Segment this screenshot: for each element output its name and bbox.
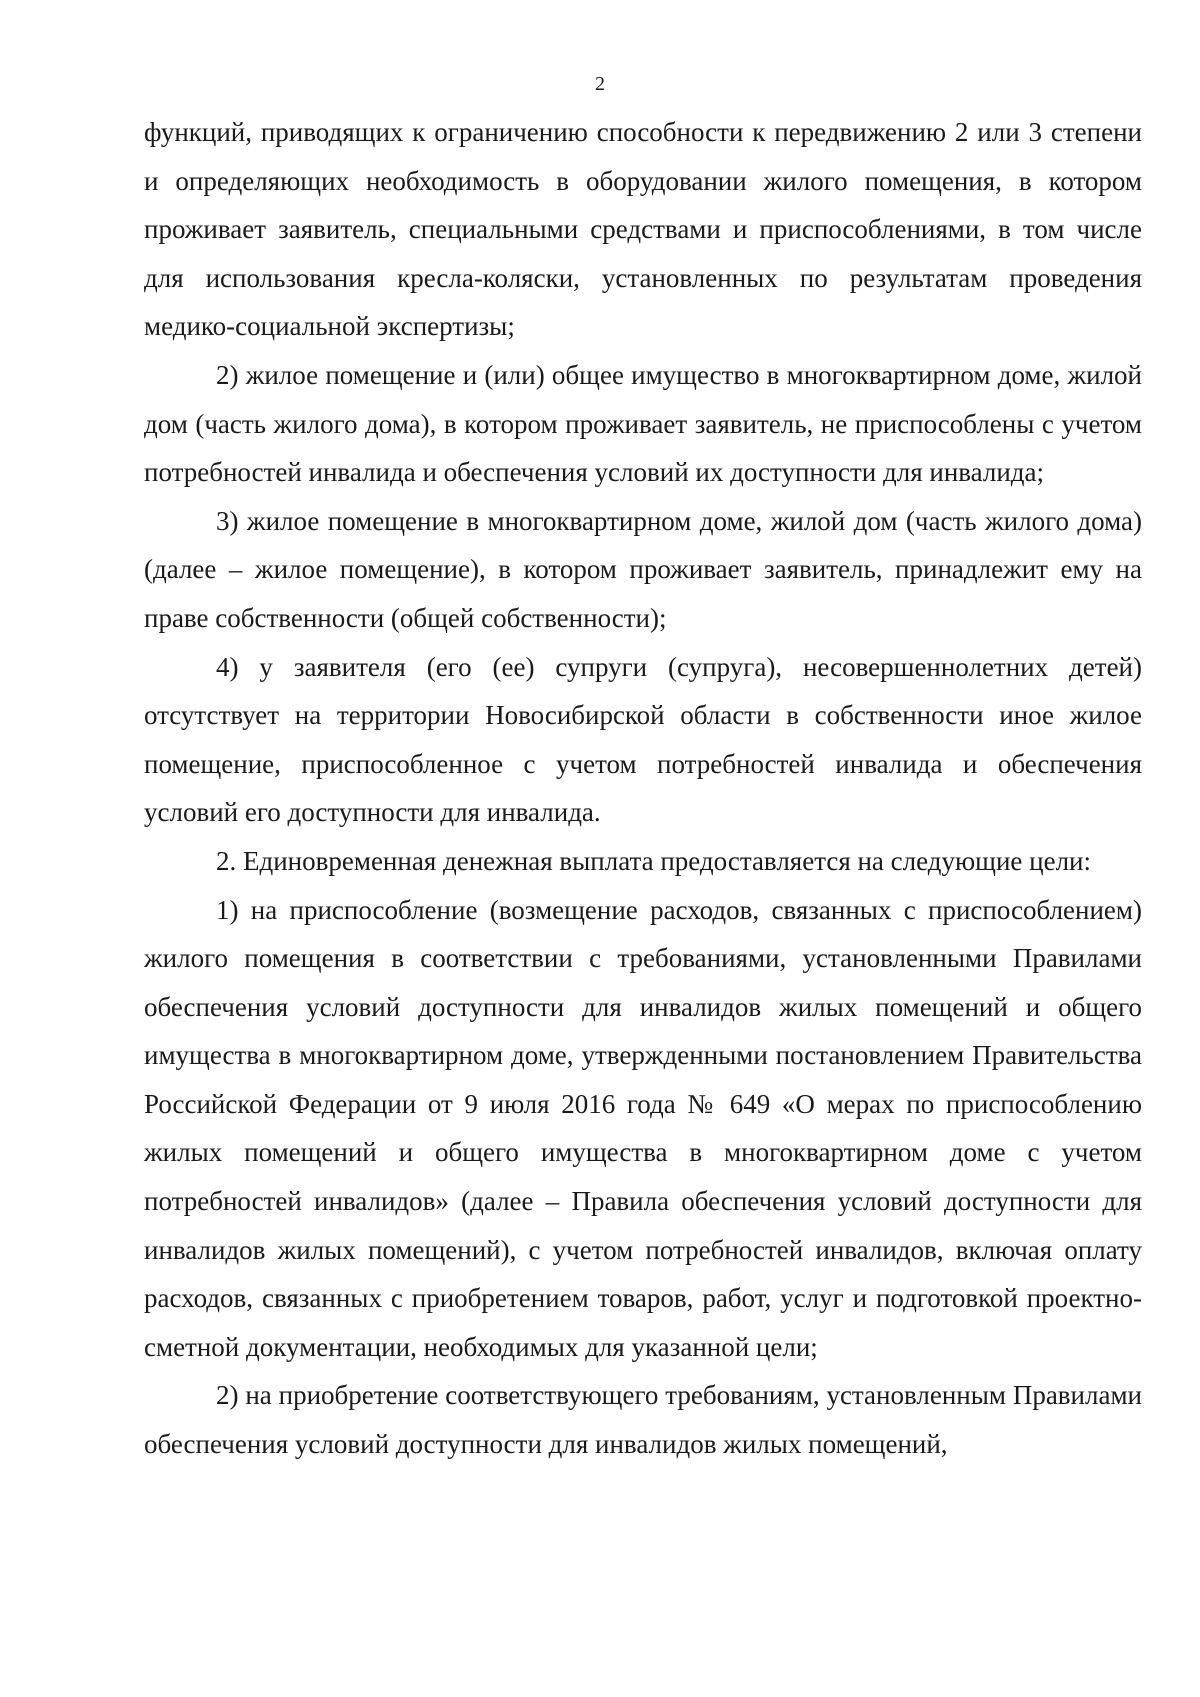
paragraph-section-2: 2. Единовременная денежная выплата предоставляется на следующие цели: <box>216 845 1091 876</box>
paragraph-goal-1: 1) на приспособление (возмещение расходов, связанных с приспособлением) жилого помещения в соответствии с требованиями, установленными Правилами обеспечения условий доступности для инвалидов жилых помещений и общего имущества в многоквартирном доме, утвержденными постановлением Правительства Российской Федерации от 9 июля 2016 года № 649 «О мерах по приспособлению жилых помещений и общего имущества в многоквартирном доме с учетом потребностей инвалидов» (далее – Правила обеспечения условий доступности для инвалидов жилых помещений), с учетом потребностей инвалидов, включая оплату расходов, связанных с приобретением товаров, работ, услуг и подготовкой проектно-сметной документации, необходимых для указанной цели; <box>144 894 1142 1362</box>
paragraph-continuation: функций, приводящих к ограничению способности к передвижению 2 или 3 степени и определяющих необходимость в оборудовании жилого помещения, в котором проживает заявитель, специальными средствами и приспособлениями, в том числе для использования кресла-коляски, установленных по результатам проведения медико-социальной экспертизы; <box>144 117 1142 342</box>
document-body <box>144 108 1142 1469</box>
paragraph-item-4: 4) у заявителя (его (ее) супруги (супруга), несовершеннолетних детей) отсутствует на территории Новосибирской области в собственности иное жилое помещение, приспособленное с учетом потребностей инвалида и обеспечения условий его доступности для инвалида. <box>144 651 1142 828</box>
paragraph-goal-2: 2) на приобретение соответствующего требованиям, установленным Правилами обеспечения условий доступности для инвалидов жилых помещений, <box>144 1380 1142 1460</box>
paragraph-item-2: 2) жилое помещение и (или) общее имущество в многоквартирном доме, жилой дом (часть жилого дома), в котором проживает заявитель, не приспособлены с учетом потребностей инвалида и обеспечения условий их доступности для инвалида; <box>144 359 1142 488</box>
paragraph-item-3: 3) жилое помещение в многоквартирном доме, жилой дом (часть жилого дома) (далее – жилое помещение), в котором проживает заявитель, принадлежит ему на праве собственности (общей собственности); <box>144 505 1142 633</box>
page-number: 2 <box>595 73 605 95</box>
